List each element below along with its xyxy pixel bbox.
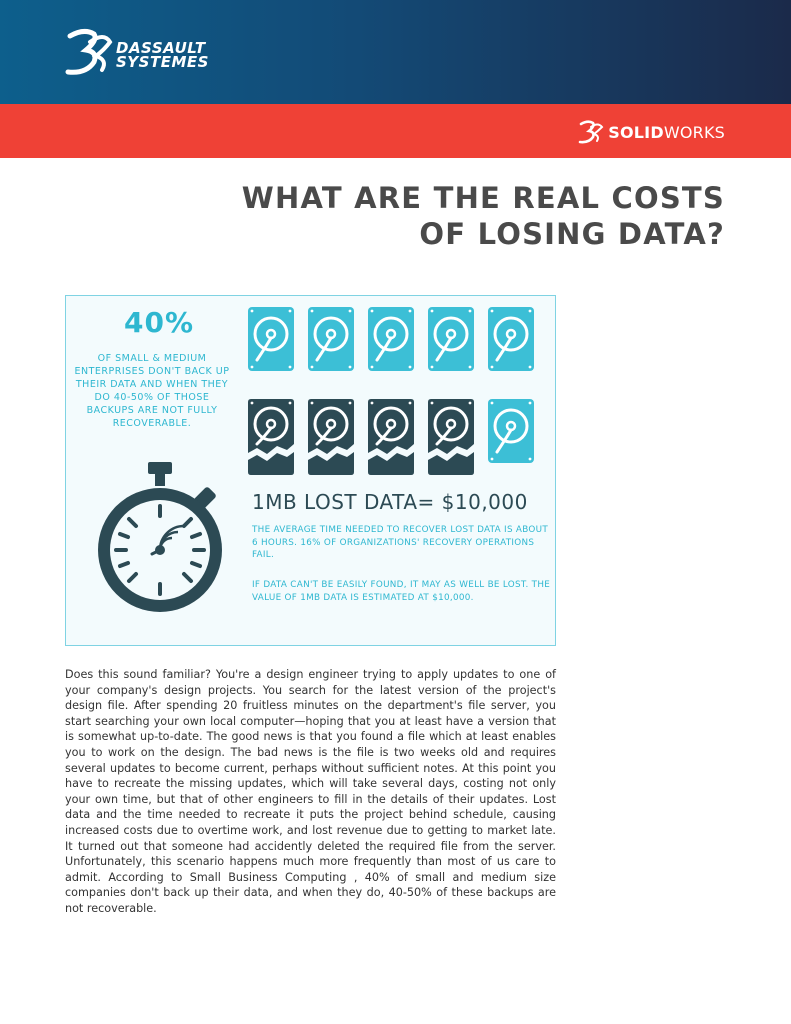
broken-hard-drive-icon xyxy=(247,398,295,476)
hard-drive-icon xyxy=(247,306,295,372)
infographic xyxy=(65,295,556,646)
stat-description: OF SMALL & MEDIUM ENTERPRISES DON'T BACK UP THEIR DATA AND WHEN THEY DO 40-50% OF THOSE BACKUPS ARE NOT FULLY RECOVERABLE. xyxy=(74,353,230,429)
page-title xyxy=(205,180,725,252)
dassault-logo xyxy=(64,28,234,78)
hard-drive-icon xyxy=(307,306,355,372)
dassault-wordmark xyxy=(116,41,209,69)
product-thin: WORKS xyxy=(663,122,725,142)
solidworks-wordmark xyxy=(608,123,725,142)
3ds-logo-icon xyxy=(64,28,114,76)
solidworks-logo xyxy=(578,120,725,144)
broken-hard-drive-icon xyxy=(427,398,475,476)
hard-drive-icon xyxy=(487,398,535,464)
brand-line1: DASSAULT xyxy=(116,39,206,57)
product-band xyxy=(0,104,791,158)
header-band xyxy=(0,0,791,104)
stopwatch-icon xyxy=(94,454,226,618)
recovery-time-text: THE AVERAGE TIME NEEDED TO RECOVER LOST DATA IS ABOUT 6 HOURS. 16% OF ORGANIZATIONS' RECOVERY OPERATIONS FAIL. xyxy=(252,525,549,560)
title-line2: OF LOSING DATA? xyxy=(419,217,725,251)
product-bold: SOLID xyxy=(608,122,664,142)
title-line1: WHAT ARE THE REAL COSTS xyxy=(241,181,725,215)
drive-grid xyxy=(247,306,547,481)
brand-line2: SYSTEMES xyxy=(116,53,209,71)
hard-drive-icon xyxy=(427,306,475,372)
data-value-text: IF DATA CAN'T BE EASILY FOUND, IT MAY AS WELL BE LOST. THE VALUE OF 1MB DATA IS ESTIMATED AT $10,000. xyxy=(252,580,551,603)
broken-hard-drive-icon xyxy=(307,398,355,476)
3ds-small-logo-icon xyxy=(578,120,604,144)
hard-drive-icon xyxy=(487,306,535,372)
stat-value: 40% xyxy=(124,306,195,339)
hard-drive-icon xyxy=(367,306,415,372)
body-paragraph: Does this sound familiar? You're a design engineer trying to apply updates to one of your company's design projects. You search for the latest version of the project's design file. After spending 20 fruitless minutes on the department's file server, you start searching your own local computer—hoping that you at least have a version that is somewhat up-to-date. The good news is that you found a file which at least enables you to work on the design. The bad news is the file is two weeks old and requires several updates to become current, perhaps without sufficient notes. At this point you have to recreate the missing updates, which will take several days, costing not only your own time, but that of other engineers to fill in the details of their updates. Lost data and the time needed to recreate it puts the project behind schedule, causing increased costs due to overtime work, and lost revenue due to getting to market late. It turned out that someone had accidently deleted the required file from the server. Unfortunately, this scenario happens much more frequently than most of us care to admit. According to Small Business Computing , 40% of small and medium size companies don't back up their data, and when they do, 40-50% of these backups are not recoverable. xyxy=(65,668,556,915)
broken-hard-drive-icon xyxy=(367,398,415,476)
lost-data-headline: 1MB LOST DATA= $10,000 xyxy=(252,490,528,514)
